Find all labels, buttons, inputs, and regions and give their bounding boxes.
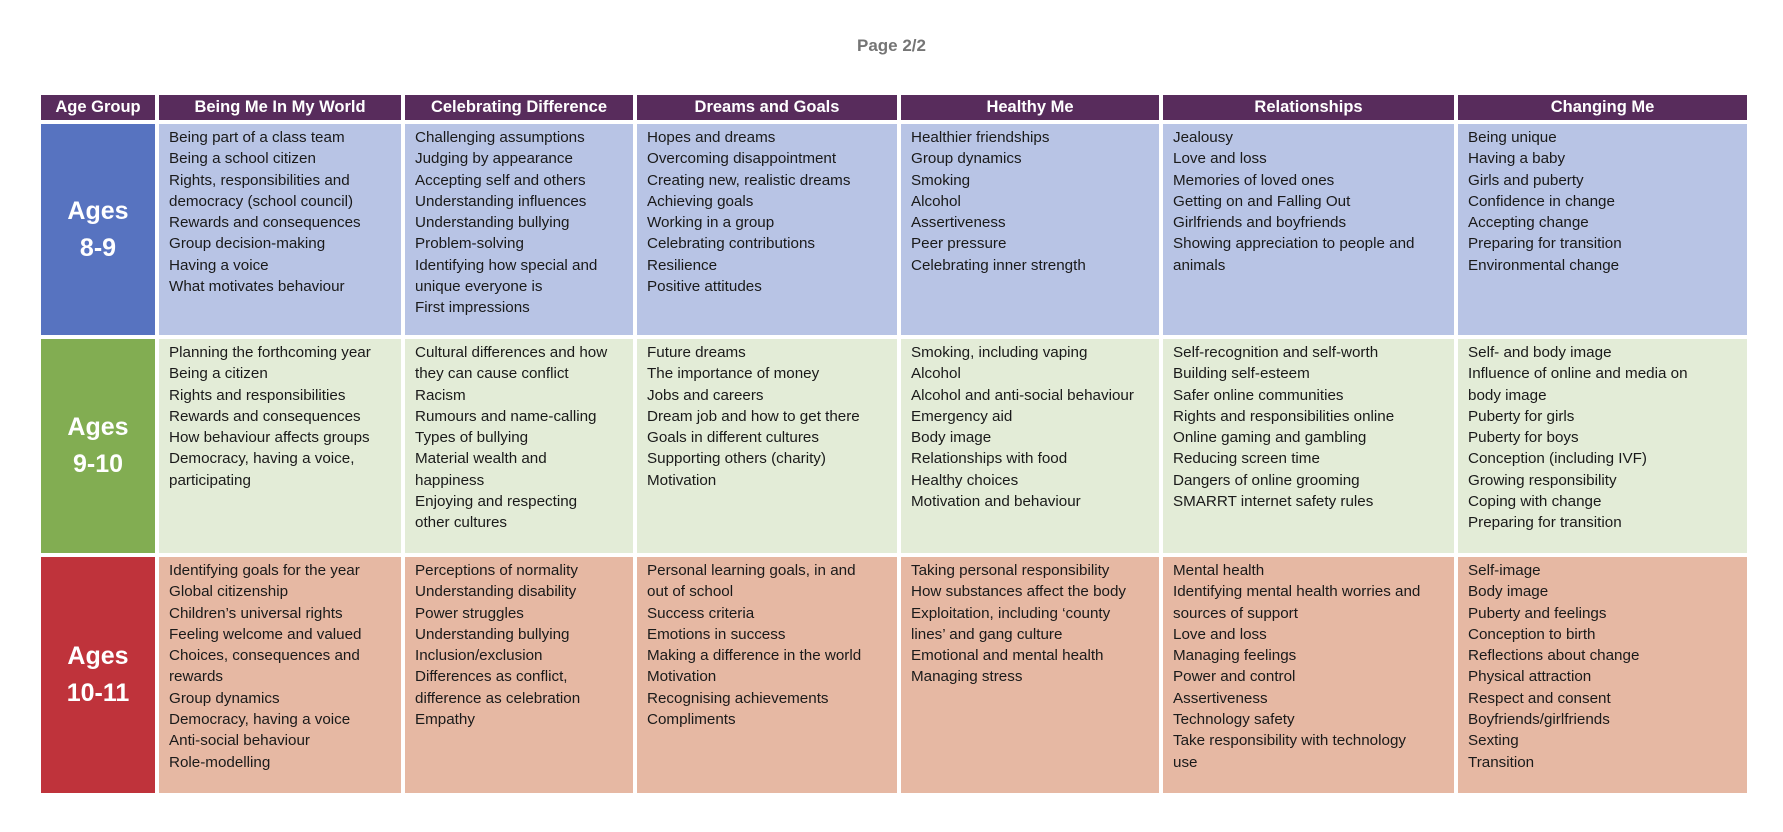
topic-line: Anti-social behaviour (169, 732, 310, 750)
topic-line: Success criteria (647, 604, 755, 622)
topic-line: Problem-solving (415, 235, 524, 253)
topic-line: unique everyone is (415, 278, 543, 296)
topic-line: body image (1468, 386, 1547, 404)
topic-line: Showing appreciation to people and (1173, 235, 1415, 253)
topic-cell-dreams-goals (637, 339, 897, 553)
topic-line: Respect and consent (1468, 689, 1611, 707)
topic-line: Peer pressure (911, 235, 1007, 253)
topic-line: Celebrating contributions (647, 235, 816, 253)
topic-line: Rumours and name-calling (415, 407, 597, 425)
topic-line: Positive attitudes (647, 278, 762, 296)
topic-line: difference as celebration (415, 689, 581, 707)
topic-line: Relationships with food (911, 450, 1068, 468)
topic-line: Understanding disability (415, 583, 577, 601)
topic-line: Influence of online and media on (1468, 365, 1688, 383)
topic-line: Dream job and how to get there (647, 407, 860, 425)
topic-cell-being-me (159, 339, 401, 553)
topic-cell-changing-me (1458, 339, 1747, 553)
topic-line: Motivation (647, 668, 717, 686)
topic-line: Rewards and consequences (169, 214, 361, 232)
header-relationships: Relationships (1163, 95, 1454, 120)
topic-line: Accepting self and others (415, 171, 586, 189)
topic-cell-healthy-me (901, 557, 1159, 793)
topic-line: Understanding bullying (415, 214, 570, 232)
topic-cell-relationships (1163, 557, 1454, 793)
topic-line: Environmental change (1468, 256, 1620, 274)
topic-line: Achieving goals (647, 192, 754, 210)
topic-line: Identifying how special and (415, 256, 598, 274)
topic-line: Enjoying and respecting (415, 493, 578, 511)
topic-line: Compliments (647, 711, 736, 729)
header-dreams-goals: Dreams and Goals (637, 95, 897, 120)
topic-line: Group dynamics (911, 150, 1022, 168)
topic-line: Goals in different cultures (647, 429, 819, 447)
topic-line: Recognising achievements (647, 689, 829, 707)
topic-line: Body image (1468, 583, 1549, 601)
topic-line: Being a citizen (169, 365, 268, 383)
topic-line: Conception (including IVF) (1468, 450, 1647, 468)
topic-line: Overcoming disappointment (647, 150, 837, 168)
topic-line: Understanding bullying (415, 625, 570, 643)
topic-line: Puberty for girls (1468, 407, 1575, 425)
topic-line: Emergency aid (911, 407, 1013, 425)
topic-line: Body image (911, 429, 992, 447)
topic-line: Power and control (1173, 668, 1296, 686)
topic-line: Rights and responsibilities (169, 386, 346, 404)
topic-line: Growing responsibility (1468, 471, 1617, 489)
topic-line: Perceptions of normality (415, 562, 578, 579)
topic-line: animals (1173, 256, 1226, 274)
topic-cell-dreams-goals (637, 557, 897, 793)
topic-line: Racism (415, 386, 466, 404)
topic-line: Role-modelling (169, 753, 271, 771)
topic-line: Coping with change (1468, 493, 1602, 511)
header-healthy-me: Healthy Me (901, 95, 1159, 120)
topic-line: SMARRT internet safety rules (1173, 493, 1374, 511)
topic-line: they can cause conflict (415, 365, 569, 383)
topic-line: Understanding influences (415, 192, 587, 210)
topic-line: Celebrating inner strength (911, 256, 1086, 274)
topic-line: Motivation (647, 471, 717, 489)
topic-cell-changing-me (1458, 557, 1747, 793)
topic-line: Mental health (1173, 562, 1265, 579)
age-group-cell (41, 124, 155, 335)
topic-line: Healthier friendships (911, 129, 1050, 146)
topic-line: Material wealth and (415, 450, 547, 468)
topic-line: Identifying goals for the year (169, 562, 360, 579)
topic-line: Emotions in success (647, 625, 786, 643)
topic-line: Physical attraction (1468, 668, 1592, 686)
page-number: Page 2/2 (857, 36, 926, 55)
age-group-cell (41, 339, 155, 553)
age-group-cell (41, 557, 155, 793)
topic-line: Supporting others (charity) (647, 450, 826, 468)
topic-line: Cultural differences and how (415, 344, 608, 361)
topic-line: Being a school citizen (169, 150, 316, 168)
topic-line: Safer online communities (1173, 386, 1344, 404)
topic-line: Reducing screen time (1173, 450, 1320, 468)
topic-line: Democracy, having a voice (169, 711, 351, 729)
topic-line: Future dreams (647, 344, 746, 361)
topic-line: Taking personal responsibility (911, 562, 1110, 579)
topic-line: How substances affect the body (911, 583, 1127, 601)
curriculum-table (41, 95, 1747, 793)
topic-line: How behaviour affects groups (169, 429, 370, 447)
header-celebrating-difference: Celebrating Difference (405, 95, 633, 120)
topic-line: Self-image (1468, 562, 1541, 579)
age-label: Ages (67, 413, 129, 441)
topic-cell-relationships (1163, 124, 1454, 335)
topic-line: Take responsibility with technology (1173, 732, 1406, 750)
topic-line: Healthy choices (911, 471, 1019, 489)
topic-line: Memories of loved ones (1173, 171, 1335, 189)
topic-line: Group dynamics (169, 689, 280, 707)
topic-line: rewards (169, 668, 224, 686)
topic-line: Hopes and dreams (647, 129, 776, 146)
topic-line: Being unique (1468, 129, 1557, 146)
topic-line: Sexting (1468, 732, 1519, 750)
topic-line: Preparing for transition (1468, 514, 1622, 532)
topic-line: Challenging assumptions (415, 129, 585, 146)
topic-cell-healthy-me (901, 339, 1159, 553)
topic-line: sources of support (1173, 604, 1298, 622)
topic-line: Jobs and careers (647, 386, 764, 404)
topic-line: happiness (415, 471, 485, 489)
topic-line: Self-recognition and self-worth (1173, 344, 1379, 361)
age-label: Ages (67, 196, 129, 225)
topic-line: Smoking, including vaping (911, 344, 1088, 361)
topic-line: Girlfriends and boyfriends (1173, 214, 1347, 232)
age-label: Ages (67, 642, 129, 670)
topic-line: participating (169, 471, 251, 489)
topic-line: Dangers of online grooming (1173, 471, 1360, 489)
topic-line: Building self-esteem (1173, 365, 1310, 383)
topic-line: Conception to birth (1468, 625, 1596, 643)
topic-line: Technology safety (1173, 711, 1295, 729)
topic-line: Judging by appearance (415, 150, 573, 168)
topic-line: Inclusion/exclusion (415, 647, 543, 665)
topic-line: Rights, responsibilities and (169, 171, 350, 189)
topic-line: Motivation and behaviour (911, 493, 1081, 511)
topic-line: Confidence in change (1468, 192, 1615, 210)
topic-line: Global citizenship (169, 583, 289, 601)
topic-line: Love and loss (1173, 625, 1267, 643)
topic-cell-healthy-me (901, 124, 1159, 335)
topic-line: democracy (school council) (169, 192, 354, 210)
topic-line: Assertiveness (911, 214, 1006, 232)
topic-cell-changing-me (1458, 124, 1747, 335)
topic-line: other cultures (415, 514, 508, 532)
header-age-group: Age Group (41, 95, 155, 120)
topic-line: Feeling welcome and valued (169, 625, 362, 643)
topic-line: Choices, consequences and (169, 647, 360, 665)
topic-line: Preparing for transition (1468, 235, 1622, 253)
topic-line: Resilience (647, 256, 718, 274)
topic-line: Reflections about change (1468, 647, 1640, 665)
topic-line: Working in a group (647, 214, 775, 232)
topic-line: Being part of a class team (169, 129, 345, 146)
topic-line: Creating new, realistic dreams (647, 171, 851, 189)
topic-line: Rewards and consequences (169, 407, 361, 425)
topic-line: Online gaming and gambling (1173, 429, 1367, 447)
topic-line: Transition (1468, 753, 1535, 771)
topic-line: Exploitation, including ‘county (911, 604, 1111, 622)
topic-line: Personal learning goals, in and (647, 562, 856, 579)
topic-line: Children’s universal rights (169, 604, 343, 622)
topic-cell-being-me (159, 124, 401, 335)
topic-line: Love and loss (1173, 150, 1267, 168)
topic-line: Identifying mental health worries and (1173, 583, 1421, 601)
topic-line: Rights and responsibilities online (1173, 407, 1395, 425)
topic-line: use (1173, 753, 1198, 771)
topic-line: Getting on and Falling Out (1173, 192, 1351, 210)
topic-line: Differences as conflict, (415, 668, 568, 686)
topic-line: Emotional and mental health (911, 647, 1104, 665)
topic-line: Boyfriends/girlfriends (1468, 711, 1610, 729)
topic-line: The importance of money (647, 365, 820, 383)
topic-line: Empathy (415, 711, 475, 729)
topic-line: Girls and puberty (1468, 171, 1584, 189)
topic-line: Planning the forthcoming year (169, 344, 371, 361)
age-range: 10-11 (66, 679, 130, 707)
topic-line: Puberty for boys (1468, 429, 1579, 447)
topic-cell-celebrating-difference (405, 557, 633, 793)
topic-line: Self- and body image (1468, 344, 1612, 361)
topic-line: Jealousy (1173, 129, 1233, 146)
topic-line: lines’ and gang culture (911, 625, 1063, 643)
topic-line: Assertiveness (1173, 689, 1268, 707)
topic-cell-being-me (159, 557, 401, 793)
age-range: 8-9 (79, 233, 117, 262)
topic-cell-celebrating-difference (405, 124, 633, 335)
topic-line: Alcohol (911, 365, 961, 383)
topic-line: Having a baby (1468, 150, 1566, 168)
topic-line: Having a voice (169, 256, 269, 274)
topic-line: Power struggles (415, 604, 524, 622)
topic-line: out of school (647, 583, 734, 601)
topic-line: What motivates behaviour (169, 278, 345, 296)
age-range: 9-10 (72, 450, 124, 478)
topic-cell-celebrating-difference (405, 339, 633, 553)
header-being-me: Being Me In My World (159, 95, 401, 120)
topic-line: Managing stress (911, 668, 1023, 686)
topic-cell-relationships (1163, 339, 1454, 553)
topic-line: First impressions (415, 299, 530, 317)
topic-cell-dreams-goals (637, 124, 897, 335)
topic-line: Alcohol and anti-social behaviour (911, 386, 1134, 404)
topic-line: Group decision-making (169, 235, 326, 253)
topic-line: Making a difference in the world (647, 647, 862, 665)
topic-line: Smoking (911, 171, 971, 189)
topic-line: Democracy, having a voice, (169, 450, 355, 468)
topic-line: Managing feelings (1173, 647, 1297, 665)
topic-line: Alcohol (911, 192, 961, 210)
topic-line: Types of bullying (415, 429, 529, 447)
topic-line: Accepting change (1468, 214, 1589, 232)
header-changing-me: Changing Me (1458, 95, 1747, 120)
topic-line: Puberty and feelings (1468, 604, 1607, 622)
